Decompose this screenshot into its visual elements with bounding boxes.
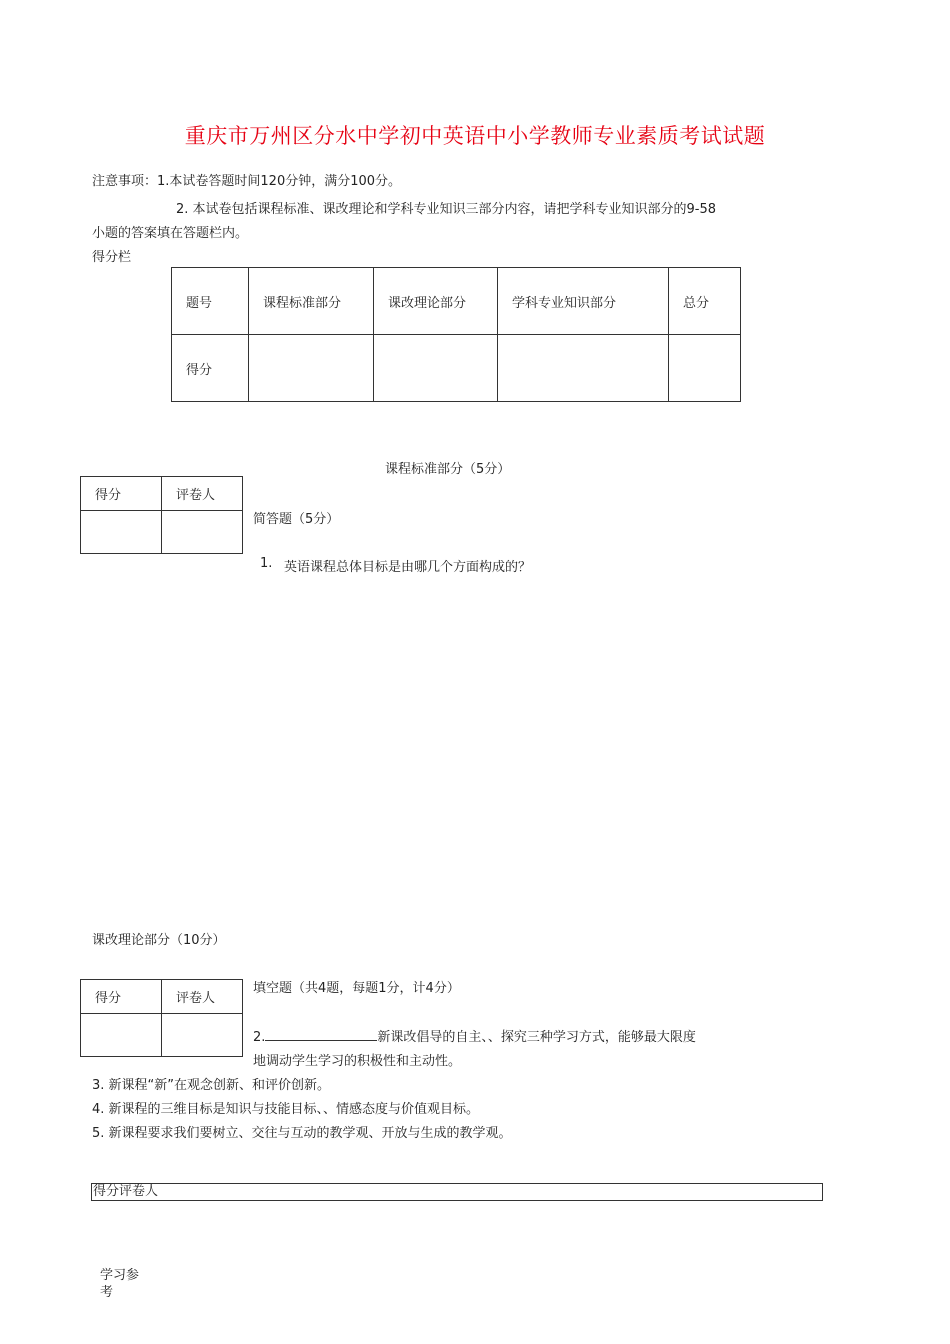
score-section-label: 得分栏 <box>92 250 132 265</box>
header-cell: 学科专业知识部分 <box>498 268 669 335</box>
notes-line-1: 注意事项：1.本试卷答题时间120分钟，满分100分。 <box>92 174 402 189</box>
grader-name-cell[interactable] <box>162 1014 243 1057</box>
answer-blank[interactable] <box>265 1028 377 1041</box>
grader-score-cell[interactable] <box>81 511 162 554</box>
section1-title: 课程标准部分（5分） <box>385 462 511 477</box>
section2-subtitle: 填空题（共4题，每题1分，计4分） <box>253 981 460 996</box>
grader-score-cell[interactable] <box>81 1014 162 1057</box>
grader-box-2 <box>80 979 243 1057</box>
table-row <box>172 335 741 402</box>
grader-box-3: 得分评卷人 <box>91 1183 823 1201</box>
section2-title: 课改理论部分（10分） <box>92 933 226 948</box>
header-cell: 总分 <box>669 268 741 335</box>
grader-score-label: 得分 <box>81 477 162 511</box>
document-title: 重庆市万州区分水中学初中英语中小学教师专业素质考试试题 <box>184 124 766 148</box>
header-cell: 题号 <box>172 268 249 335</box>
section1-subtitle: 简答题（5分） <box>253 512 340 527</box>
question-2-line <box>253 1026 696 1045</box>
question-2-number: 2. <box>253 1030 266 1045</box>
table-row <box>172 268 741 335</box>
score-cell[interactable] <box>669 335 741 402</box>
grader-name-label: 评卷人 <box>162 477 243 511</box>
question-5: 5. 新课程要求我们要树立、交往与互动的教学观、开放与生成的教学观。 <box>92 1126 512 1141</box>
question-2-text: 新课改倡导的自主、、探究三种学习方式，能够最大限度 <box>377 1030 696 1045</box>
score-cell[interactable] <box>498 335 669 402</box>
question-3: 3. 新课程“新”在观念创新、和评价创新。 <box>92 1078 331 1093</box>
score-cell[interactable] <box>374 335 498 402</box>
score-cell[interactable] <box>249 335 374 402</box>
score-table <box>171 267 741 402</box>
grader-box-1 <box>80 476 243 554</box>
footer-line-1: 学习参 <box>100 1268 140 1283</box>
question-4: 4. 新课程的三维目标是知识与技能目标、、情感态度与价值观目标。 <box>92 1102 480 1117</box>
grader-name-label: 评卷人 <box>162 980 243 1014</box>
question-1-text: 英语课程总体目标是由哪几个方面构成的？ <box>284 560 532 575</box>
grader-score-label: 得分 <box>81 980 162 1014</box>
header-cell: 课改理论部分 <box>374 268 498 335</box>
header-cell: 课程标准部分 <box>249 268 374 335</box>
notes-line-3: 小题的答案填在答题栏内。 <box>92 226 249 241</box>
question-2-continuation: 地调动学生学习的积极性和主动性。 <box>253 1054 462 1069</box>
notes-line-2: 2. 本试卷包括课程标准、课改理论和学科专业知识三部分内容，请把学科专业知识部分的9-58 <box>176 202 717 217</box>
footer-line-2: 考 <box>100 1285 114 1300</box>
question-1-number: 1. <box>260 556 273 571</box>
grader-name-cell[interactable] <box>162 511 243 554</box>
row-label-cell: 得分 <box>172 335 249 402</box>
